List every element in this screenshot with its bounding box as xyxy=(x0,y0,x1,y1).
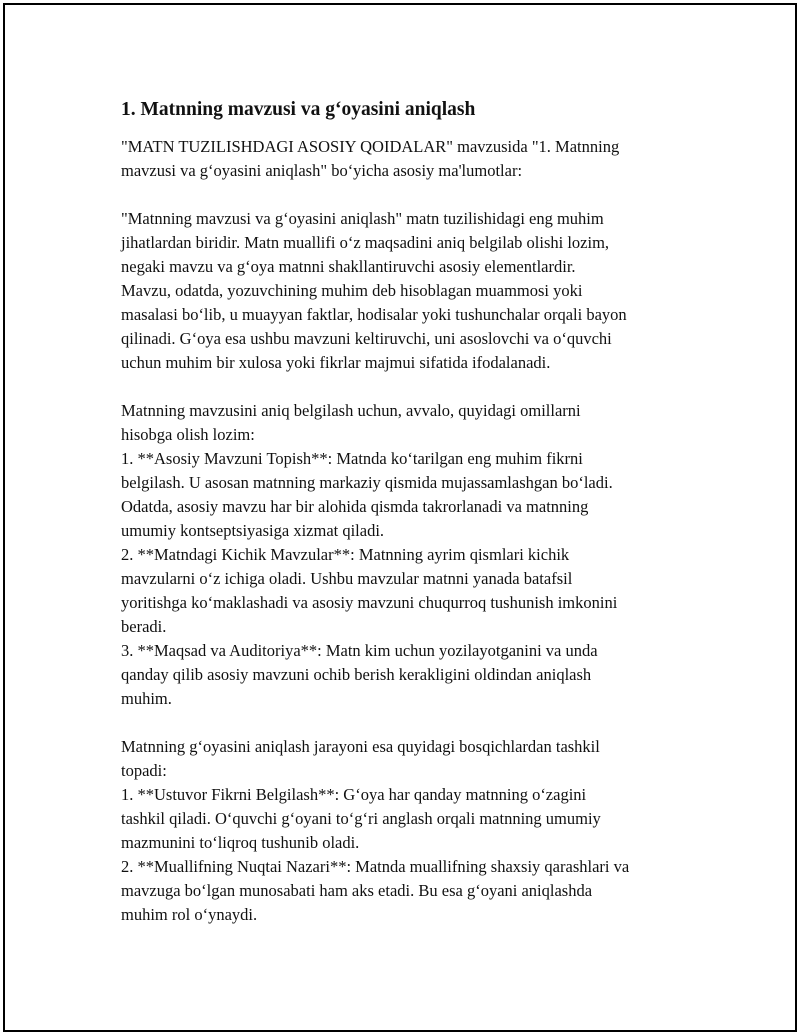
text-line: "Matnning mavzusi va g‘oyasini aniqlash" matn tuzilishidagi eng muhim xyxy=(121,209,604,228)
text-line: hisobga olish lozim: xyxy=(121,425,255,444)
text-line: Mavzu, odatda, yozuvchining muhim deb hisoblagan muammosi yoki xyxy=(121,281,583,300)
text-line: Odatda, asosiy mavzu har bir alohida qismda takrorlanadi va matnning xyxy=(121,497,589,516)
text-line: jihatlardan biridir. Matn muallifi o‘z maqsadini aniq belgilab olishi lozim, xyxy=(121,233,610,252)
idea-steps-paragraph xyxy=(121,735,701,927)
text-line: negaki mavzu va g‘oya matnni shakllantiruvchi asosiy elementlardir. xyxy=(121,257,576,276)
text-line: beradi. xyxy=(121,617,167,636)
text-line: mazmunini to‘liqroq tushunib oladi. xyxy=(121,833,360,852)
text-line: mavzularni o‘z ichiga oladi. Ushbu mavzular matnni yanada batafsil xyxy=(121,569,573,588)
text-line: Matnning mavzusini aniq belgilash uchun, avvalo, quyidagi omillarni xyxy=(121,401,581,420)
text-line: muhim rol o‘ynaydi. xyxy=(121,905,258,924)
topic-steps-paragraph xyxy=(121,399,701,711)
list-item-line: 1. **Asosiy Mavzuni Topish**: Matnda ko‘tarilgan eng muhim fikrni xyxy=(121,449,583,468)
overview-paragraph xyxy=(121,207,701,375)
intro-paragraph xyxy=(121,135,701,183)
list-item-line: 2. **Muallifning Nuqtai Nazari**: Matnda muallifning shaxsiy qarashlari va xyxy=(121,857,630,876)
text-line: belgilash. U asosan matnning markaziy qismida mujassamlashgan bo‘ladi. xyxy=(121,473,613,492)
text-line: qanday qilib asosiy mavzuni ochib berish kerakligini oldindan aniqlash xyxy=(121,665,592,684)
text-line: mavzusi va g‘oyasini aniqlash" bo‘yicha asosiy ma'lumotlar: xyxy=(121,161,523,180)
section-heading: 1. Matnning mavzusi va g‘oyasini aniqlash xyxy=(121,99,476,120)
text-line: mavzuga bo‘lgan munosabati ham aks etadi. Bu esa g‘oyani aniqlashda xyxy=(121,881,593,900)
page-frame xyxy=(3,3,797,1032)
text-line: uchun muhim bir xulosa yoki fikrlar majmui sifatida ifodalanadi. xyxy=(121,353,551,372)
text-line: muhim. xyxy=(121,689,172,708)
text-line: "MATN TUZILISHDAGI ASOSIY QOIDALAR" mavzusida "1. Matnning xyxy=(121,137,620,156)
text-line: Matnning g‘oyasini aniqlash jarayoni esa quyidagi bosqichlardan tashkil xyxy=(121,737,600,756)
text-line: yoritishga ko‘maklashadi va asosiy mavzuni chuqurroq tushunish imkonini xyxy=(121,593,618,612)
list-item-line: 2. **Matndagi Kichik Mavzular**: Matnning ayrim qismlari kichik xyxy=(121,545,570,564)
list-item-line: 3. **Maqsad va Auditoriya**: Matn kim uchun yozilayotganini va unda xyxy=(121,641,598,660)
text-line: umumiy kontseptsiyasiga xizmat qiladi. xyxy=(121,521,385,540)
text-line: tashkil qiladi. O‘quvchi g‘oyani to‘g‘ri anglash orqali matnning umumiy xyxy=(121,809,601,828)
list-item-line: 1. **Ustuvor Fikrni Belgilash**: G‘oya har qanday matnning o‘zagini xyxy=(121,785,587,804)
text-line: topadi: xyxy=(121,761,167,780)
text-line: masalasi bo‘lib, u muayyan faktlar, hodisalar yoki tushunchalar orqali bayon xyxy=(121,305,627,324)
text-line: qilinadi. G‘oya esa ushbu mavzuni keltiruvchi, uni asoslovchi va o‘quvchi xyxy=(121,329,612,348)
document-body xyxy=(121,97,701,951)
